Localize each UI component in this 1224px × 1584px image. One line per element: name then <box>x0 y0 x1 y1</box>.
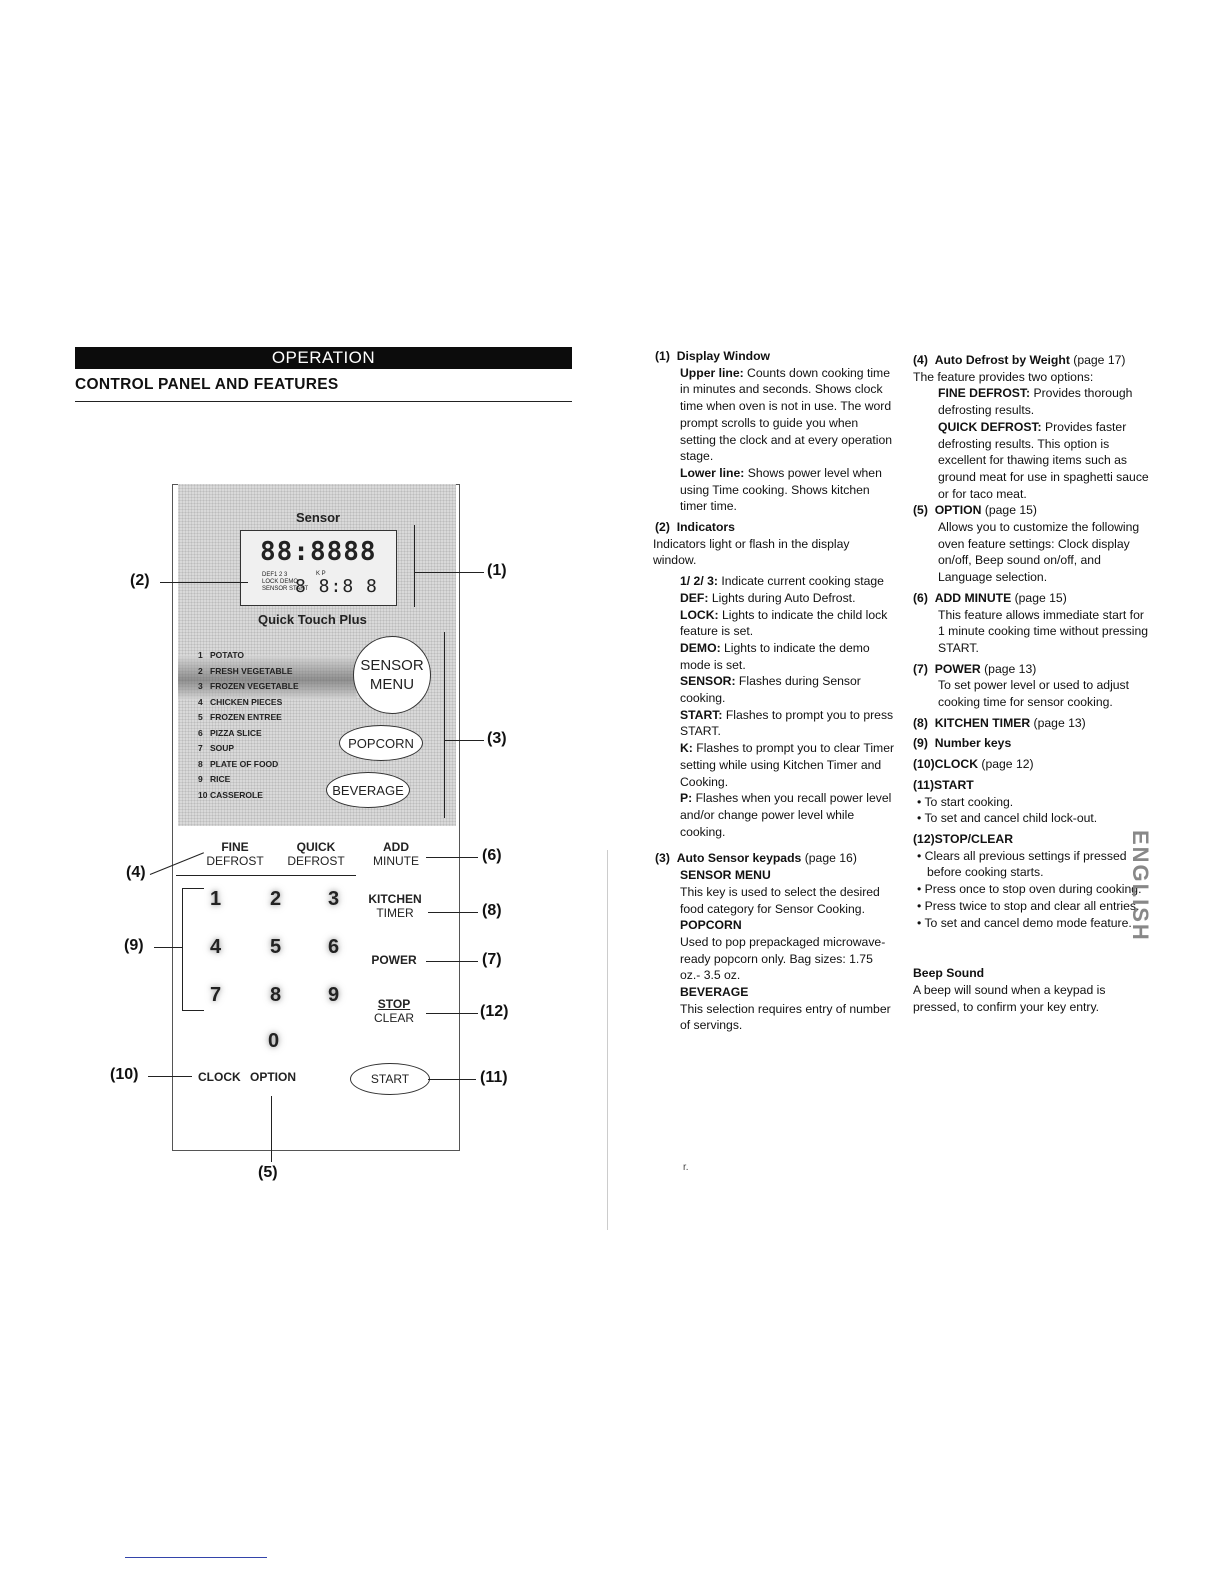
beverage-key: BEVERAGE <box>326 772 410 808</box>
callout-1: (1) <box>487 562 507 579</box>
list-item: • To start cooking. <box>917 794 1014 809</box>
list-item: 2 FRESH VEGETABLE <box>198 665 293 676</box>
sensor-menu-key: SENSOR MENU <box>353 636 431 714</box>
list-item: 3 FROZEN VEGETABLE <box>198 681 299 691</box>
section-heading: (2) Indicators <box>655 520 735 535</box>
option-key: OPTION <box>250 1070 297 1084</box>
callout-12: (12) <box>480 1003 509 1020</box>
sensor-label: Sensor <box>296 510 341 525</box>
section-banner: OPERATION <box>75 347 572 369</box>
add-minute-key: ADD MINUTE <box>373 840 419 868</box>
display-lower-line: 8 8:8 8 <box>295 576 378 597</box>
stray-mark: r. <box>683 1162 689 1173</box>
leader-8 <box>428 912 478 913</box>
list-item: 7 SOUP <box>198 743 235 753</box>
leader-3 <box>444 740 484 741</box>
popcorn-key: POPCORN <box>339 725 423 761</box>
section-heading: (1) Display Window <box>655 349 771 363</box>
leader-6 <box>426 857 478 858</box>
digit-key-7: 7 <box>210 984 222 1006</box>
leader-2 <box>160 582 248 583</box>
digit-key-4: 4 <box>210 936 222 958</box>
title-rule <box>75 401 572 402</box>
leader-7 <box>426 961 478 962</box>
list-item: • To set and cancel child lock-out. <box>917 811 1098 826</box>
leader-12 <box>426 1013 478 1014</box>
list-item: 4 CHICKEN PIECES <box>198 696 283 707</box>
leader-1 <box>414 572 484 573</box>
list-item: 1 POTATO <box>198 650 244 660</box>
callout-7: (7) <box>482 951 502 968</box>
callout-4: (4) <box>126 864 146 881</box>
callout-3: (3) <box>487 730 507 747</box>
callout-5: (5) <box>258 1164 278 1181</box>
list-item: 9 RICE <box>198 774 231 784</box>
digit-key-5: 5 <box>270 936 282 958</box>
list-item: 6 PIZZA SLICE <box>198 727 262 738</box>
page-title: CONTROL PANEL AND FEATURES <box>75 376 339 393</box>
number-keys-bracket <box>182 888 183 1010</box>
stop-clear-key: STOP CLEAR <box>373 997 414 1025</box>
feature-column-2: (1) Display Window Upper line: Counts down cooking time in minutes and seconds. Shows clock time when oven is not in use. The word prompt scrolls to guide you when setting the clock and at every operation stage. Lower line: Shows power level when using Time cooking. Shows kitchen timer time. (2) Indicators Indicators light or flash in the display window. 1/ 2/ 3: Indicate current cooking stage DEF: Lights during Auto Defrost. LOCK: Lights to indicate the child lock feature is set. DEMO: Lights to indicate the demo mode is set. SENSOR: Flashes during Sensor cooking. START: Flashes to prompt you to press START. K: Flashes to prompt you to clear Timer setting while using Kitchen Timer and Cooking. P: Flashes when you recall power level and/or change power level while cooking. (3) Auto Sensor keypads (page 16) SENSOR MENU This key is used to select the desired food category for Sensor Cooking. POPCORN Used to pop prepackaged microwave-ready popcorn only. Bag sizes: 1.75 oz.- 3.5 oz. BEVERAGE This selection requires entry of number of servings. <box>653 349 895 1033</box>
list-item: • Press twice to stop and clear all entries. <box>917 898 1140 913</box>
beep-heading: Beep Sound <box>913 966 985 981</box>
display-upper-line: 88:8888 <box>260 537 377 567</box>
callout-9: (9) <box>124 937 144 954</box>
feature-column-3: (4) Auto Defrost by Weight (page 17) The feature provides two options: FINE DEFROST: Provides thorough defrosting results. QUICK DEFROST: Provides faster defrosting results. This option is excellent for thawing items such as ground meat for use in spaghetti sauce or for taco meat. (5) OPTION (page 15) Allows you to customize the following oven feature settings: Clock display on/off, Beep sound on/off, and Language selection. (6) ADD MINUTE (page 15) This feature allows immediate start for 1 minute cooking time without pressing START. (7) POWER (page 13) To set power level or used to adjust cooking time for sensor cooking. (8) KITCHEN TIMER (page 13) (9) Number keys (10)CLOCK (page 12) (11)START • To start cooking. • To set and cancel child lock-out. (12)STOP/CLEAR • Clears all previous settings if pressed before cooking starts. • Press once to stop oven during cooking. • Press twice to stop and clear all entries. • To set and cancel demo mode feature. Beep Sound A beep will sound when a keypad is pressed, to confirm your key entry. <box>913 352 1153 1015</box>
leader-10 <box>148 1076 192 1077</box>
bracket-top <box>182 888 204 889</box>
display-kp-indicators: K P <box>316 571 326 577</box>
digit-key-9: 9 <box>328 984 340 1006</box>
digit-key-2: 2 <box>270 888 282 910</box>
list-item: 8 PLATE OF FOOD <box>198 758 279 769</box>
clock-key: CLOCK <box>198 1070 241 1084</box>
quick-touch-label: Quick Touch Plus <box>258 612 367 627</box>
language-side-tab: ENGLISH <box>1128 830 1153 942</box>
list-item: 10 CASSEROLE <box>198 789 263 800</box>
digit-key-8: 8 <box>270 984 282 1006</box>
sensor-keys-bracket <box>444 632 445 818</box>
power-key: POWER <box>371 953 417 967</box>
digit-key-6: 6 <box>328 936 340 958</box>
digit-key-0: 0 <box>268 1030 280 1052</box>
column-separator <box>607 850 608 1230</box>
callout-8: (8) <box>482 902 502 919</box>
kitchen-timer-key: KITCHEN TIMER <box>368 892 422 920</box>
callout-6: (6) <box>482 847 502 864</box>
display-bracket <box>414 525 415 607</box>
digit-key-3: 3 <box>328 888 340 910</box>
callout-2: (2) <box>130 572 150 589</box>
digit-key-1: 1 <box>210 888 222 910</box>
sensor-food-list <box>198 648 299 803</box>
display-indicators: DEF1 2 3 LOCK DEMO SENSOR START <box>262 572 309 592</box>
leader-5 <box>271 1096 272 1162</box>
list-item: • Press once to stop oven during cooking. <box>917 882 1142 897</box>
leader-11 <box>428 1079 476 1080</box>
bracket-bottom <box>182 1010 204 1011</box>
fine-defrost-key: FINE DEFROST <box>206 840 264 868</box>
quick-defrost-key: QUICK DEFROST <box>287 840 345 868</box>
footer-rule <box>125 1557 267 1558</box>
list-item: • To set and cancel demo mode feature. <box>917 915 1132 930</box>
start-key: START <box>350 1063 430 1095</box>
defrost-underline <box>176 875 356 876</box>
leader-9 <box>154 947 182 948</box>
list-item: 5 FROZEN ENTREE <box>198 712 282 722</box>
callout-11: (11) <box>480 1069 508 1086</box>
list-item: • Clears all previous settings if pressed before cooking starts. <box>917 848 1127 880</box>
callout-10: (10) <box>110 1066 139 1083</box>
